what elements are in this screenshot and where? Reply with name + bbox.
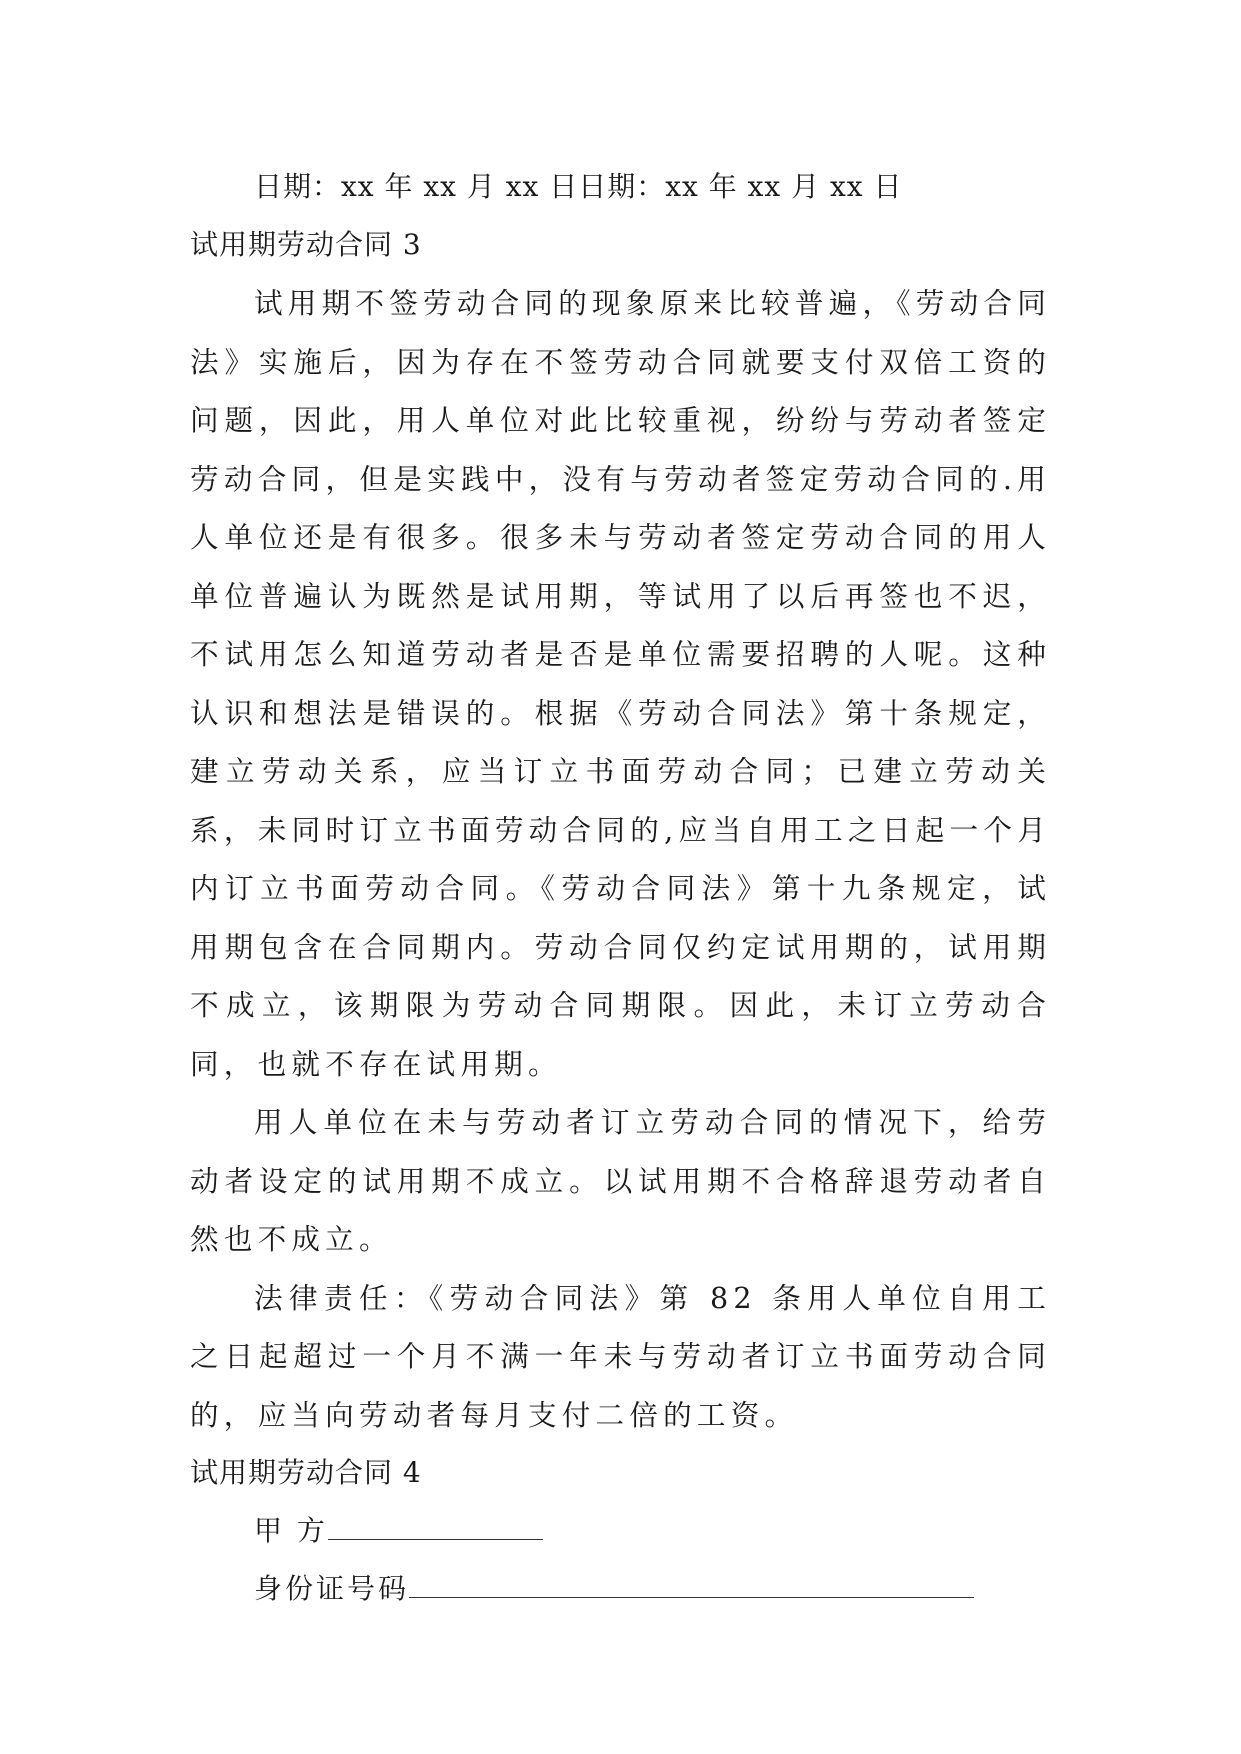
- paragraph-legal-liability: 法律责任：《劳动合同法》第 82 条用人单位自用工之日起超过一个月不满一年未与劳动者订立书面劳动合同的，应当向劳动者每月支付二倍的工资。: [190, 1280, 1051, 1432]
- party-a-field: [190, 1502, 1051, 1560]
- document-body: [190, 158, 1051, 1618]
- signature-date-line: 日期：xx 年 xx 月 xx 日日期：xx 年 xx 月 xx 日: [254, 170, 903, 203]
- id-number-blank: [409, 1573, 974, 1598]
- section-title-3: 试用期劳动合同 3: [190, 228, 422, 261]
- id-number-field: [190, 1560, 1051, 1618]
- paragraph-probation-explanation: 试用期不签劳动合同的现象原来比较普遍，《劳动合同法》实施后，因为存在不签劳动合同就要支付双倍工资的问题，因此，用人单位对此比较重视，纷纷与劳动者签定劳动合同，但是实践中，没有与劳动者签定劳动合同的.用人单位还是有很多。很多未与劳动者签定劳动合同的用人单位普遍认为既然是试用期，等试用了以后再签也不迟，不试用怎么知道劳动者是否是单位需要招聘的人呢。这种认识和想法是错误的。根据《劳动合同法》第十条规定，建立劳动关系，应当订立书面劳动合同；已建立劳动关系，未同时订立书面劳动合同的,应当自用工之日起一个月内订立书面劳动合同。《劳动合同法》第十九条规定，试用期包含在合同期内。劳动合同仅约定试用期的，试用期不成立，该期限为劳动合同期限。因此，未订立劳动合同，也就不存在试用期。: [190, 286, 1051, 1081]
- paragraph-probation-invalid: 用人单位在未与劳动者订立劳动合同的情况下，给劳动者设定的试用期不成立。以试用期不合格辞退劳动者自然也不成立。: [190, 1105, 1051, 1256]
- section-title-4: 试用期劳动合同 4: [190, 1456, 422, 1489]
- id-number-label: 身份证号码: [254, 1572, 410, 1605]
- party-a-label: 甲 方: [254, 1514, 328, 1547]
- party-a-blank: [328, 1515, 543, 1540]
